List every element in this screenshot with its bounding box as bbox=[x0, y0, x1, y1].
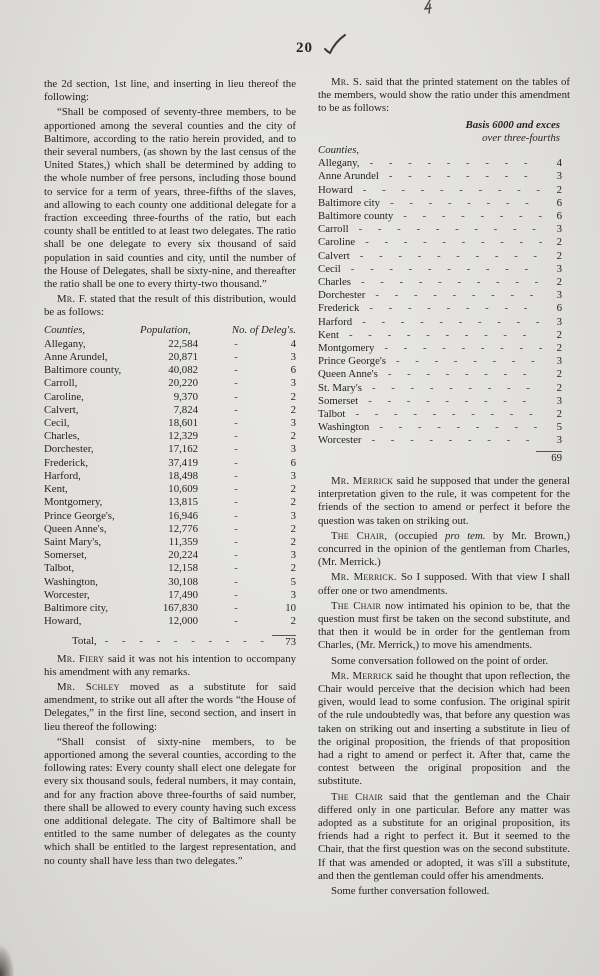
cell-value: 2 bbox=[556, 381, 562, 394]
column-header-population: Population, bbox=[140, 323, 191, 336]
quoted-section-69-members bbox=[44, 736, 296, 868]
speaker-name: Mr. F. bbox=[57, 293, 87, 306]
table-row bbox=[318, 368, 562, 381]
cell-county: Talbot bbox=[318, 408, 346, 421]
cell-county: St. Mary's bbox=[318, 381, 362, 394]
cell-county: Somerset, bbox=[44, 549, 87, 562]
dash-separator bbox=[198, 470, 274, 483]
cell-delegates: 3 bbox=[290, 469, 296, 482]
cell-county: Harford bbox=[318, 315, 353, 328]
dash-separator bbox=[198, 443, 274, 456]
cell-population: 10,609 bbox=[168, 483, 198, 496]
dash-separator bbox=[198, 523, 274, 536]
cell-county: Prince George's, bbox=[44, 509, 115, 522]
table-row bbox=[318, 408, 562, 421]
cell-population: 22,584 bbox=[168, 337, 198, 350]
cell-delegates: 2 bbox=[290, 522, 296, 535]
cell-county: Anne Arundel bbox=[318, 170, 379, 183]
table-header-row bbox=[44, 324, 296, 337]
cell-county: Howard, bbox=[44, 615, 82, 628]
handwritten-checkmark-icon bbox=[322, 32, 348, 63]
paragraph-mr-schley bbox=[44, 681, 296, 734]
dash-separator bbox=[198, 602, 274, 615]
dash-separator bbox=[198, 391, 274, 404]
table-row bbox=[44, 602, 296, 615]
dash-leader bbox=[379, 170, 542, 183]
dash-leader bbox=[365, 289, 542, 302]
paragraph-chair-1 bbox=[318, 530, 570, 570]
cell-delegates: 2 bbox=[290, 496, 296, 509]
paragraph-text: stated that the result of this distribution, would be as follows: bbox=[44, 293, 297, 319]
dash-separator bbox=[198, 417, 274, 430]
cell-delegates: 2 bbox=[290, 535, 296, 548]
cell-delegates: 2 bbox=[290, 390, 296, 403]
cell-population: 37,419 bbox=[168, 456, 198, 469]
dash-separator bbox=[198, 510, 274, 523]
dash-leader bbox=[362, 382, 542, 395]
cell-value: 2 bbox=[556, 328, 562, 341]
speaker-name: The Chair, bbox=[331, 529, 388, 542]
paragraph-conversation-2 bbox=[318, 885, 570, 898]
cell-value: 6 bbox=[556, 302, 562, 315]
cell-county: Worcester bbox=[318, 434, 362, 447]
table-row bbox=[44, 404, 296, 417]
cell-county: Allegany, bbox=[318, 157, 360, 170]
cell-population: 30,108 bbox=[168, 575, 198, 588]
cell-county: Charles, bbox=[44, 430, 80, 443]
table-row bbox=[44, 589, 296, 602]
cell-county: Kent bbox=[318, 328, 339, 341]
table-total-row bbox=[318, 451, 562, 465]
dash-leader bbox=[369, 421, 542, 434]
cell-value: 2 bbox=[556, 276, 562, 289]
dash-separator bbox=[198, 496, 274, 509]
cell-population: 12,000 bbox=[168, 615, 198, 628]
quote-text: “Shall consist of sixty-nine members, to be apportioned among the several counties, according to the following rates: Every county shall elect one delegate for every six thousand souls, federal numbers, it may contain, and for any fraction above three-fourths of said number, there shall be allowed to every county having such excess one additional delegate. The city of Baltimore shall be entitled to the same number of delegates as the county which shall be entitled to the largest representation, and no county shall have less than two delegates.” bbox=[44, 735, 296, 867]
cell-county: Washington, bbox=[44, 575, 99, 588]
cell-county: Howard bbox=[318, 183, 353, 196]
dash-leader bbox=[393, 210, 542, 223]
speaker-name: Mr. Merrick. bbox=[331, 571, 397, 584]
cell-value: 3 bbox=[556, 223, 562, 236]
cell-population: 40,082 bbox=[168, 364, 198, 377]
cell-delegates: 4 bbox=[290, 337, 296, 350]
dash-separator bbox=[198, 549, 274, 562]
table-row bbox=[44, 536, 296, 549]
cell-county: Frederick, bbox=[44, 456, 89, 469]
speaker-name: Mr. S. bbox=[331, 76, 362, 88]
speaker-name: The Chair bbox=[331, 599, 381, 612]
cell-value: 3 bbox=[556, 315, 562, 328]
stray-ink-mark-icon bbox=[422, 0, 434, 19]
cell-county: Somerset bbox=[318, 394, 359, 407]
cell-county: Montgomery bbox=[318, 342, 375, 355]
cell-delegates: 3 bbox=[290, 443, 296, 456]
cell-county: Prince George's bbox=[318, 355, 387, 368]
cell-delegates: 6 bbox=[290, 364, 296, 377]
cell-value: 6 bbox=[556, 210, 562, 223]
table-row bbox=[318, 302, 562, 315]
paragraph-text: said he thought that upon reflection, the Chair would perceive that the decision which had been given, would lead to some confusion. The original spirit of the rule undoubtedly was, that before any question was taken on striking out and inserting a substitute in lieu of the original proposition, the friends of that proposition had a right to amend or perfect it. After that, came the contest between the original proposition and the substitute. bbox=[318, 669, 570, 788]
column-header-delegates: No. of Deleg's. bbox=[231, 323, 296, 336]
dash-leader bbox=[345, 408, 542, 421]
cell-county: Carroll bbox=[318, 223, 349, 236]
dash-leader bbox=[359, 302, 542, 315]
cell-county: Cecil bbox=[318, 262, 341, 275]
table-row bbox=[318, 434, 562, 447]
table-row bbox=[44, 351, 296, 364]
table-body bbox=[44, 338, 296, 628]
dash-leader bbox=[351, 276, 542, 289]
cell-population: 12,158 bbox=[168, 562, 198, 575]
cell-county: Caroline, bbox=[44, 390, 84, 403]
cell-value: 4 bbox=[556, 157, 562, 170]
paragraph-text: said he supposed that under the general interpretation given to the rule, it was competent for the friends of the section to amend or perfect it before the question was taken on striking out. bbox=[318, 474, 570, 527]
column-header-counties: Counties, bbox=[44, 323, 86, 336]
cell-delegates: 6 bbox=[290, 456, 296, 469]
dash-leader bbox=[349, 223, 542, 236]
dash-leader bbox=[355, 236, 542, 249]
paragraph-mr-s bbox=[318, 76, 570, 116]
cell-population: 9,370 bbox=[173, 390, 198, 403]
paragraph-text: Some further conversation followed. bbox=[331, 884, 490, 897]
cell-value: 2 bbox=[556, 368, 562, 381]
distribution-table bbox=[44, 324, 296, 650]
page-header bbox=[0, 0, 600, 76]
cell-county: Kent, bbox=[44, 483, 68, 496]
cell-value: 2 bbox=[556, 342, 562, 355]
speaker-name: Mr. Merrick bbox=[331, 474, 394, 487]
dash-separator bbox=[198, 536, 274, 549]
dash-leader bbox=[353, 184, 542, 197]
cell-delegates: 2 bbox=[290, 562, 296, 575]
cell-value: 3 bbox=[556, 170, 562, 183]
cell-population: 12,329 bbox=[168, 430, 198, 443]
cell-county: Charles bbox=[318, 276, 351, 289]
table-basis-header bbox=[318, 119, 562, 145]
cell-county: Allegany, bbox=[44, 337, 86, 350]
cell-delegates: 3 bbox=[290, 509, 296, 522]
dash-separator bbox=[198, 589, 274, 602]
table-row bbox=[44, 470, 296, 483]
table-row bbox=[318, 316, 562, 329]
table-row bbox=[318, 289, 562, 302]
cell-delegates: 3 bbox=[290, 588, 296, 601]
cell-delegates: 3 bbox=[290, 549, 296, 562]
dash-leader bbox=[362, 434, 543, 447]
table-row bbox=[44, 430, 296, 443]
dash-leader bbox=[339, 329, 542, 342]
cell-population: 18,601 bbox=[168, 417, 198, 430]
cell-county: Baltimore county, bbox=[44, 364, 122, 377]
paragraph-mr-fiery bbox=[44, 653, 296, 679]
cell-population: 18,498 bbox=[168, 469, 198, 482]
cell-county: Harford, bbox=[44, 469, 81, 482]
table-row bbox=[318, 342, 562, 355]
cell-value: 3 bbox=[556, 434, 562, 447]
dash-leader bbox=[360, 157, 542, 170]
table-total-row bbox=[44, 635, 296, 649]
cell-population: 17,162 bbox=[168, 443, 198, 456]
cell-population: 13,815 bbox=[168, 496, 198, 509]
dash-leader bbox=[97, 635, 272, 649]
table-row bbox=[44, 576, 296, 589]
cell-county: Dorchester, bbox=[44, 443, 94, 456]
cell-county: Dorchester bbox=[318, 289, 366, 302]
dash-separator bbox=[198, 457, 274, 470]
total-value: 69 bbox=[536, 451, 562, 465]
dash-separator bbox=[198, 338, 274, 351]
cell-delegates: 5 bbox=[290, 575, 296, 588]
table-row bbox=[44, 457, 296, 470]
table-row bbox=[318, 210, 562, 223]
dash-separator bbox=[198, 562, 274, 575]
cell-county: Carroll, bbox=[44, 377, 78, 390]
cell-delegates: 3 bbox=[290, 377, 296, 390]
paragraph-chair-3 bbox=[318, 791, 570, 883]
table-row bbox=[318, 157, 562, 170]
paragraph-text: by Mr. Brown,) concurred in the opinion of the gentleman from Charles, (Mr. Merrick.) bbox=[318, 529, 570, 569]
table-row bbox=[44, 443, 296, 456]
dash-separator bbox=[198, 430, 274, 443]
paragraph-chair-2 bbox=[318, 600, 570, 653]
paragraph-text: said that the printed statement on the tables of the members, would show the ratio under this amendment to be as follows: bbox=[318, 76, 570, 115]
left-column bbox=[44, 76, 296, 898]
basis-line-2: over three-fourths bbox=[482, 131, 560, 144]
cell-delegates: 3 bbox=[290, 417, 296, 430]
cell-population: 7,824 bbox=[173, 403, 198, 416]
paragraph-text: now intimated his opinion to be, that the question must first be taken on the second substitute, and that then it would be in order for the gentleman from Charles, (Mr. Merrick,) to move his amendments. bbox=[318, 599, 571, 652]
cell-value: 2 bbox=[556, 249, 562, 262]
dash-separator bbox=[198, 364, 274, 377]
cell-value: 3 bbox=[556, 355, 562, 368]
cell-county: Saint Mary's, bbox=[44, 535, 102, 548]
cell-value: 5 bbox=[556, 421, 562, 434]
table-row bbox=[318, 223, 562, 236]
cell-delegates: 2 bbox=[290, 615, 296, 628]
dash-separator bbox=[198, 377, 274, 390]
dash-leader bbox=[341, 263, 542, 276]
cell-value: 2 bbox=[556, 408, 562, 421]
cell-population: 16,946 bbox=[168, 509, 198, 522]
dash-leader bbox=[374, 342, 542, 355]
cell-value: 6 bbox=[556, 196, 562, 209]
dash-separator bbox=[198, 483, 274, 496]
table-row bbox=[44, 510, 296, 523]
table-row bbox=[318, 197, 562, 210]
column-header-counties: Counties, bbox=[318, 144, 360, 157]
table-row bbox=[44, 523, 296, 536]
table-row bbox=[318, 421, 562, 434]
cell-population: 11,359 bbox=[168, 535, 198, 548]
speaker-name: Mr. Schley bbox=[57, 680, 120, 693]
table-row bbox=[44, 377, 296, 390]
cell-county: Washington bbox=[318, 421, 370, 434]
cell-county: Calvert, bbox=[44, 403, 79, 416]
paragraph-merrick-1 bbox=[318, 475, 570, 528]
table-row bbox=[318, 250, 562, 263]
cell-county: Caroline bbox=[318, 236, 356, 249]
table-row bbox=[44, 391, 296, 404]
cell-population: 167,830 bbox=[162, 601, 198, 614]
dash-leader bbox=[380, 197, 542, 210]
paragraph-conversation-1 bbox=[318, 655, 570, 668]
cell-value: 3 bbox=[556, 262, 562, 275]
cell-population: 20,220 bbox=[168, 377, 198, 390]
cell-population: 20,224 bbox=[168, 549, 198, 562]
total-value: 73 bbox=[272, 635, 296, 649]
table-row bbox=[318, 236, 562, 249]
cell-delegates: 2 bbox=[290, 430, 296, 443]
table-row bbox=[44, 615, 296, 628]
page-number: 20 bbox=[296, 40, 313, 56]
table-row bbox=[318, 184, 562, 197]
table-row bbox=[318, 276, 562, 289]
cell-value: 2 bbox=[556, 236, 562, 249]
dash-leader bbox=[386, 355, 542, 368]
dash-separator bbox=[198, 404, 274, 417]
ratio-table bbox=[318, 119, 570, 465]
scan-corner-smudge bbox=[0, 946, 14, 976]
paragraph-text: moved as a substitute for said amendment, to strike out all after the words “the House of Delegates,” in the first line, second section, and insert in lieu thereof the following: bbox=[44, 680, 296, 733]
quote-text: “Shall be composed of seventy-three members, to be apportioned among the several counties and the city of Baltimore, according to the ratio herein provided, and to their several numbers, (as shown by the last census of the United States,) which shall be determined by adding to the whole number of free persons, including those bound to service for a term of years, three-fifths of the slaves, and allowing to each county one additional delegate for a fraction exceeding three-fourths of the ratio, but each county shall be entitled to at least two delegates. The ratio shall be one delegate to every six thousand of said population in said counties and city, until the number of the House of Delegates, shall be sixty-nine, and thereafter the ratio shall be one to every thirty-two thousand.” bbox=[44, 106, 296, 291]
paragraph-text: said it was not his intention to occompany his amendment with any remarks. bbox=[44, 652, 296, 678]
right-column bbox=[318, 76, 570, 898]
paragraph-mr-f bbox=[44, 293, 296, 319]
cell-county: Queen Anne's bbox=[318, 368, 378, 381]
cell-value: 2 bbox=[556, 183, 562, 196]
table-row bbox=[318, 395, 562, 408]
paragraph-merrick-3 bbox=[318, 670, 570, 789]
cell-population: 20,871 bbox=[168, 351, 198, 364]
table-row bbox=[44, 549, 296, 562]
cell-county: Montgomery, bbox=[44, 496, 103, 509]
cell-delegates: 3 bbox=[290, 351, 296, 364]
cell-county: Baltimore city, bbox=[44, 601, 109, 614]
paragraph-text: said that the gentleman and the Chair differed only in one particular. Before any matter was adopted as a substitute for an original proposition, its friends had a right to perfect it. But it seemed to the Chair, that the first question was on the second substitute. If that was amended or adopted, it was s'ill a substitute, and then the gentleman could offer his amendments. bbox=[318, 790, 571, 882]
table-row bbox=[318, 355, 562, 368]
table-row bbox=[44, 417, 296, 430]
spacer bbox=[318, 451, 536, 465]
table-row bbox=[318, 382, 562, 395]
paragraph-text: (occupied bbox=[387, 529, 446, 542]
table-row bbox=[44, 496, 296, 509]
speaker-name: Mr. Merrick bbox=[331, 669, 393, 682]
basis-line-1: Basis 6000 and exces bbox=[465, 118, 560, 131]
table-body bbox=[318, 157, 562, 447]
table-row bbox=[44, 483, 296, 496]
two-column-text bbox=[0, 76, 600, 898]
cell-county: Anne Arundel, bbox=[44, 351, 108, 364]
table-row bbox=[44, 562, 296, 575]
cell-value: 3 bbox=[556, 289, 562, 302]
dash-leader bbox=[352, 316, 542, 329]
cell-county: Cecil, bbox=[44, 417, 70, 430]
speaker-name: The Chair bbox=[331, 790, 383, 803]
paragraph-text: So I supposed. With that view I shall offer one or two amendments. bbox=[318, 571, 571, 597]
cell-county: Worcester, bbox=[44, 588, 90, 601]
cell-value: 3 bbox=[556, 394, 562, 407]
table-row bbox=[44, 338, 296, 351]
speaker-name: Mr. Fiery bbox=[57, 652, 105, 665]
dash-leader bbox=[350, 250, 542, 263]
cell-county: Queen Anne's, bbox=[44, 522, 107, 535]
dash-leader bbox=[358, 395, 542, 408]
quoted-section-73-members bbox=[44, 106, 296, 291]
paragraph-text: Some conversation followed on the point of order. bbox=[331, 654, 549, 667]
cell-county: Frederick bbox=[318, 302, 360, 315]
table-row bbox=[318, 263, 562, 276]
dash-separator bbox=[198, 576, 274, 589]
cell-population: 12,776 bbox=[168, 522, 198, 535]
cell-delegates: 2 bbox=[290, 483, 296, 496]
dash-separator bbox=[198, 351, 274, 364]
dash-leader bbox=[378, 368, 542, 381]
paragraph-merrick-2 bbox=[318, 571, 570, 597]
cell-county: Calvert bbox=[318, 249, 350, 262]
table-row bbox=[318, 170, 562, 183]
latin-phrase: pro tem. bbox=[445, 529, 486, 542]
cell-county: Baltimore city bbox=[318, 196, 381, 209]
paragraph-text: the 2d section, 1st line, and inserting in lieu thereof the following: bbox=[44, 78, 296, 104]
table-row bbox=[318, 329, 562, 342]
paragraph-intro bbox=[44, 78, 296, 104]
cell-county: Baltimore county bbox=[318, 210, 394, 223]
total-label: Total, bbox=[72, 635, 97, 648]
cell-delegates: 10 bbox=[285, 601, 296, 614]
cell-county: Talbot, bbox=[44, 562, 75, 575]
cell-delegates: 2 bbox=[290, 403, 296, 416]
dash-separator bbox=[198, 615, 274, 628]
table-row bbox=[44, 364, 296, 377]
cell-population: 17,490 bbox=[168, 588, 198, 601]
